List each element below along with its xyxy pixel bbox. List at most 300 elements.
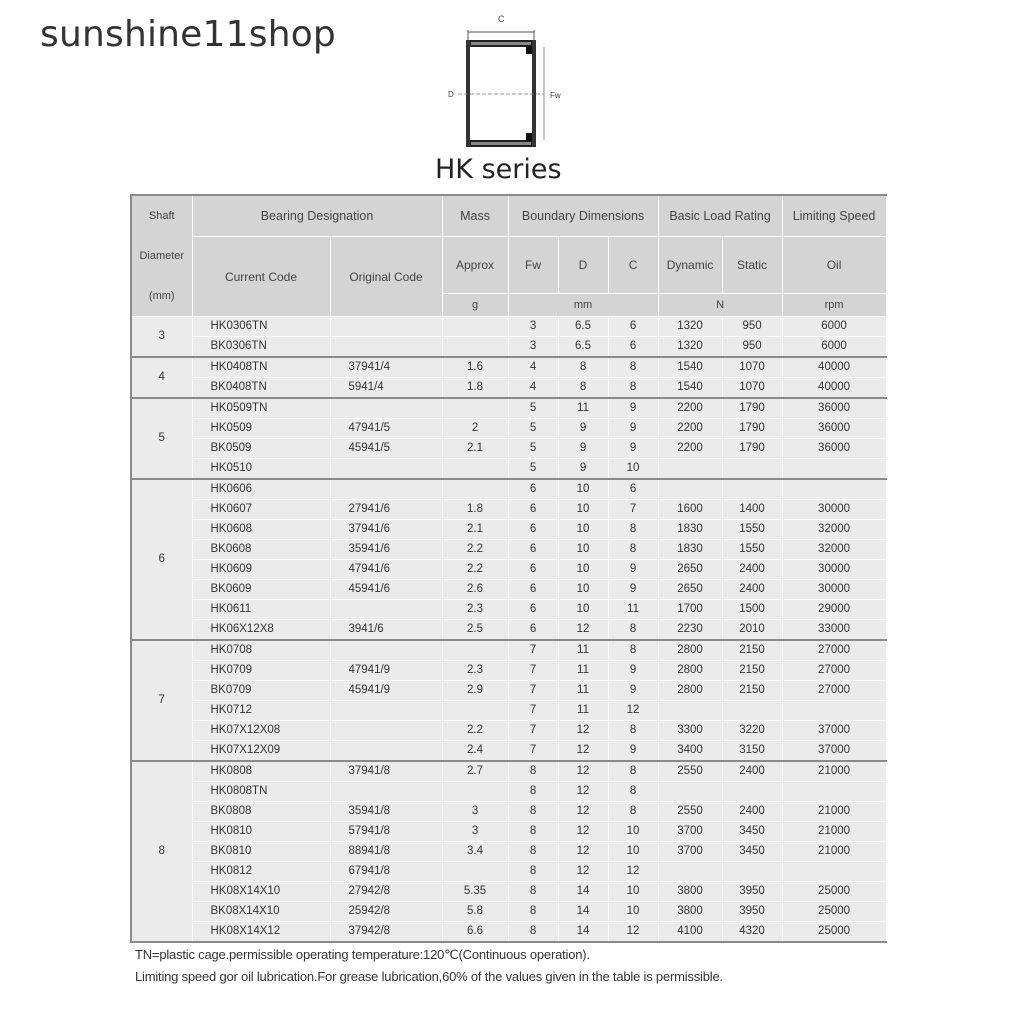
shaft-diameter-cell: 7: [131, 640, 192, 761]
static-cell: 2150: [722, 640, 782, 661]
c-cell: 10: [608, 822, 658, 842]
dynamic-cell: 3700: [658, 822, 722, 842]
static-cell: 3220: [722, 721, 782, 741]
static-cell: 3950: [722, 882, 782, 902]
c-cell: 8: [608, 357, 658, 378]
c-cell: 9: [608, 580, 658, 600]
original-code-cell: 57941/8: [330, 822, 442, 842]
header-speed-unit: rpm: [782, 294, 886, 317]
current-code-cell: HK07X12X08: [192, 721, 330, 741]
static-cell: 1070: [722, 378, 782, 399]
original-code-cell: 27942/8: [330, 882, 442, 902]
fw-cell: 5: [508, 439, 558, 459]
dynamic-cell: 1830: [658, 540, 722, 560]
dynamic-cell: 1700: [658, 600, 722, 620]
series-title: HK series: [435, 154, 562, 185]
oil-speed-cell: [782, 479, 886, 500]
d-cell: 11: [558, 640, 608, 661]
fw-cell: 8: [508, 902, 558, 922]
mass-cell: 2.9: [442, 681, 508, 701]
fw-cell: 7: [508, 701, 558, 721]
oil-speed-cell: 21000: [782, 822, 886, 842]
current-code-cell: HK0808: [192, 761, 330, 782]
c-cell: 8: [608, 540, 658, 560]
dynamic-cell: 1320: [658, 317, 722, 337]
c-cell: 8: [608, 721, 658, 741]
shaft-diameter-cell: 3: [131, 317, 192, 358]
shaft-diameter-cell: 4: [131, 357, 192, 398]
shaft-diameter-cell: 5: [131, 398, 192, 479]
c-cell: 6: [608, 479, 658, 500]
static-cell: 1550: [722, 520, 782, 540]
static-cell: 2400: [722, 560, 782, 580]
original-code-cell: 37942/8: [330, 922, 442, 943]
mass-cell: 2.3: [442, 600, 508, 620]
oil-speed-cell: 36000: [782, 419, 886, 439]
oil-speed-cell: 30000: [782, 560, 886, 580]
d-cell: 6.5: [558, 317, 608, 337]
mass-cell: 2.5: [442, 620, 508, 641]
static-cell: 1550: [722, 540, 782, 560]
c-cell: 12: [608, 701, 658, 721]
header-load-unit: N: [658, 294, 782, 317]
current-code-cell: BK0306TN: [192, 337, 330, 358]
table-row: [131, 862, 886, 882]
c-cell: 12: [608, 862, 658, 882]
d-cell: 8: [558, 357, 608, 378]
d-cell: 14: [558, 922, 608, 943]
dynamic-cell: [658, 701, 722, 721]
mass-cell: [442, 337, 508, 358]
fw-cell: 3: [508, 337, 558, 358]
original-code-cell: 3941/6: [330, 620, 442, 641]
current-code-cell: HK0812: [192, 862, 330, 882]
d-cell: 14: [558, 902, 608, 922]
fw-cell: 8: [508, 922, 558, 943]
table-row: [131, 640, 886, 661]
header-shaft-diameter: Shaft Diameter (mm): [131, 195, 192, 317]
footnote-limiting-speed: Limiting speed gor oil lubrication.For grease lubrication,60% of the values given in the table is permissible.: [135, 969, 723, 984]
table-row: [131, 701, 886, 721]
c-cell: 9: [608, 741, 658, 762]
d-cell: 11: [558, 398, 608, 419]
header-boundary-dimensions: Boundary Dimensions: [508, 195, 658, 237]
dimension-d-label: D: [448, 90, 454, 99]
mass-cell: 3: [442, 822, 508, 842]
current-code-cell: BK0609: [192, 580, 330, 600]
table-row: [131, 620, 886, 641]
dynamic-cell: 2800: [658, 681, 722, 701]
dynamic-cell: 2200: [658, 398, 722, 419]
header-dynamic: Dynamic: [658, 237, 722, 294]
dynamic-cell: 3700: [658, 842, 722, 862]
table-row: [131, 822, 886, 842]
d-cell: 9: [558, 439, 608, 459]
original-code-cell: [330, 337, 442, 358]
static-cell: [722, 862, 782, 882]
fw-cell: 7: [508, 681, 558, 701]
fw-cell: 6: [508, 580, 558, 600]
static-cell: 2150: [722, 661, 782, 681]
c-cell: 9: [608, 661, 658, 681]
current-code-cell: HK0408TN: [192, 357, 330, 378]
table-row: [131, 459, 886, 480]
current-code-cell: BK0509: [192, 439, 330, 459]
d-cell: 11: [558, 681, 608, 701]
static-cell: 1790: [722, 398, 782, 419]
table-row: [131, 761, 886, 782]
mass-cell: 2.4: [442, 741, 508, 762]
original-code-cell: 5941/4: [330, 378, 442, 399]
table-row: [131, 681, 886, 701]
current-code-cell: HK0709: [192, 661, 330, 681]
fw-cell: 8: [508, 782, 558, 802]
original-code-cell: 45941/6: [330, 580, 442, 600]
d-cell: 12: [558, 862, 608, 882]
current-code-cell: HK0708: [192, 640, 330, 661]
fw-cell: 6: [508, 600, 558, 620]
fw-cell: 4: [508, 357, 558, 378]
current-code-cell: HK07X12X09: [192, 741, 330, 762]
fw-cell: 8: [508, 862, 558, 882]
mass-cell: 2.3: [442, 661, 508, 681]
current-code-cell: BK08X14X10: [192, 902, 330, 922]
c-cell: 9: [608, 439, 658, 459]
current-code-cell: HK0810: [192, 822, 330, 842]
dimension-fw-label: Fw: [550, 91, 561, 100]
d-cell: 10: [558, 520, 608, 540]
dimension-c-label: C: [498, 14, 505, 24]
static-cell: 2400: [722, 761, 782, 782]
table-row: [131, 317, 886, 337]
static-cell: [722, 459, 782, 480]
c-cell: 12: [608, 922, 658, 943]
oil-speed-cell: 21000: [782, 761, 886, 782]
fw-cell: 5: [508, 459, 558, 480]
hk-series-spec-table: [130, 194, 887, 943]
footnotes: [135, 944, 723, 988]
header-current-code: Current Code: [192, 237, 330, 317]
static-cell: 3950: [722, 902, 782, 922]
current-code-cell: BK0808: [192, 802, 330, 822]
current-code-cell: HK0509TN: [192, 398, 330, 419]
original-code-cell: [330, 317, 442, 337]
c-cell: 8: [608, 520, 658, 540]
oil-speed-cell: 21000: [782, 842, 886, 862]
original-code-cell: [330, 398, 442, 419]
original-code-cell: [330, 701, 442, 721]
original-code-cell: 67941/8: [330, 862, 442, 882]
original-code-cell: 25942/8: [330, 902, 442, 922]
header-d: D: [558, 237, 608, 294]
fw-cell: 4: [508, 378, 558, 399]
fw-cell: 6: [508, 620, 558, 641]
static-cell: 1790: [722, 439, 782, 459]
mass-cell: [442, 701, 508, 721]
current-code-cell: HK0606: [192, 479, 330, 500]
c-cell: 6: [608, 317, 658, 337]
header-static: Static: [722, 237, 782, 294]
original-code-cell: 37941/4: [330, 357, 442, 378]
oil-speed-cell: [782, 862, 886, 882]
oil-speed-cell: 30000: [782, 500, 886, 520]
header-bearing-designation: Bearing Designation: [192, 195, 442, 237]
table-row: [131, 741, 886, 762]
c-cell: 8: [608, 802, 658, 822]
header-mass-unit: g: [442, 294, 508, 317]
dynamic-cell: [658, 459, 722, 480]
header-approx: Approx: [442, 237, 508, 294]
dynamic-cell: 2650: [658, 580, 722, 600]
d-cell: 12: [558, 620, 608, 641]
d-cell: 12: [558, 741, 608, 762]
d-cell: 8: [558, 378, 608, 399]
mass-cell: 1.8: [442, 378, 508, 399]
fw-cell: 6: [508, 520, 558, 540]
oil-speed-cell: 27000: [782, 640, 886, 661]
dynamic-cell: 2230: [658, 620, 722, 641]
d-cell: 12: [558, 842, 608, 862]
c-cell: 10: [608, 842, 658, 862]
fw-cell: 6: [508, 500, 558, 520]
header-fw: Fw: [508, 237, 558, 294]
dynamic-cell: [658, 782, 722, 802]
table-row: [131, 357, 886, 378]
d-cell: 14: [558, 882, 608, 902]
d-cell: 11: [558, 661, 608, 681]
mass-cell: 1.6: [442, 357, 508, 378]
c-cell: 6: [608, 337, 658, 358]
static-cell: 3450: [722, 842, 782, 862]
fw-cell: 3: [508, 317, 558, 337]
current-code-cell: HK0609: [192, 560, 330, 580]
c-cell: 8: [608, 620, 658, 641]
mass-cell: [442, 640, 508, 661]
static-cell: [722, 782, 782, 802]
original-code-cell: [330, 600, 442, 620]
original-code-cell: 45941/5: [330, 439, 442, 459]
table-row: [131, 661, 886, 681]
fw-cell: 8: [508, 842, 558, 862]
original-code-cell: 35941/6: [330, 540, 442, 560]
c-cell: 10: [608, 882, 658, 902]
current-code-cell: HK08X14X12: [192, 922, 330, 943]
table-row: [131, 479, 886, 500]
oil-speed-cell: 6000: [782, 337, 886, 358]
dynamic-cell: 1540: [658, 357, 722, 378]
oil-speed-cell: 32000: [782, 520, 886, 540]
original-code-cell: 47941/9: [330, 661, 442, 681]
current-code-cell: HK0607: [192, 500, 330, 520]
oil-speed-cell: 33000: [782, 620, 886, 641]
fw-cell: 8: [508, 882, 558, 902]
dynamic-cell: 1540: [658, 378, 722, 399]
original-code-cell: [330, 782, 442, 802]
header-limiting-speed: Limiting Speed: [782, 195, 886, 237]
original-code-cell: [330, 721, 442, 741]
c-cell: 8: [608, 640, 658, 661]
mass-cell: [442, 479, 508, 500]
table-row: [131, 600, 886, 620]
c-cell: 7: [608, 500, 658, 520]
oil-speed-cell: 21000: [782, 802, 886, 822]
mass-cell: 2.7: [442, 761, 508, 782]
mass-cell: 2.2: [442, 560, 508, 580]
fw-cell: 6: [508, 560, 558, 580]
fw-cell: 7: [508, 721, 558, 741]
current-code-cell: HK0611: [192, 600, 330, 620]
current-code-cell: BK0810: [192, 842, 330, 862]
static-cell: 2010: [722, 620, 782, 641]
current-code-cell: HK0509: [192, 419, 330, 439]
static-cell: 3450: [722, 822, 782, 842]
oil-speed-cell: 40000: [782, 357, 886, 378]
dynamic-cell: 2550: [658, 761, 722, 782]
c-cell: 9: [608, 398, 658, 419]
dynamic-cell: [658, 862, 722, 882]
oil-speed-cell: 32000: [782, 540, 886, 560]
c-cell: 11: [608, 600, 658, 620]
dynamic-cell: 3800: [658, 902, 722, 922]
original-code-cell: 37941/6: [330, 520, 442, 540]
dynamic-cell: 2800: [658, 640, 722, 661]
dynamic-cell: 3300: [658, 721, 722, 741]
bearing-cross-section-diagram: [440, 10, 580, 160]
static-cell: 1790: [722, 419, 782, 439]
original-code-cell: 47941/6: [330, 560, 442, 580]
current-code-cell: HK0808TN: [192, 782, 330, 802]
d-cell: 11: [558, 701, 608, 721]
header-original-code: Original Code: [330, 237, 442, 317]
c-cell: 8: [608, 782, 658, 802]
oil-speed-cell: [782, 459, 886, 480]
d-cell: 12: [558, 761, 608, 782]
table-row: [131, 500, 886, 520]
original-code-cell: 45941/9: [330, 681, 442, 701]
d-cell: 10: [558, 600, 608, 620]
static-cell: 2150: [722, 681, 782, 701]
header-basic-load-rating: Basic Load Rating: [658, 195, 782, 237]
fw-cell: 7: [508, 661, 558, 681]
current-code-cell: BK0709: [192, 681, 330, 701]
table-row: [131, 580, 886, 600]
mass-cell: 2.1: [442, 520, 508, 540]
static-cell: 4320: [722, 922, 782, 943]
table-row: [131, 902, 886, 922]
oil-speed-cell: 36000: [782, 439, 886, 459]
c-cell: 8: [608, 761, 658, 782]
d-cell: 12: [558, 782, 608, 802]
table-row: [131, 560, 886, 580]
mass-cell: [442, 317, 508, 337]
c-cell: 8: [608, 378, 658, 399]
mass-cell: [442, 782, 508, 802]
mass-cell: 2.2: [442, 540, 508, 560]
current-code-cell: HK0510: [192, 459, 330, 480]
table-row: [131, 721, 886, 741]
static-cell: 1500: [722, 600, 782, 620]
mass-cell: 2.1: [442, 439, 508, 459]
footnote-tn: TN=plastic cage.permissible operating temperature:120℃(Continuous operation).: [135, 947, 590, 962]
oil-speed-cell: 25000: [782, 882, 886, 902]
fw-cell: 7: [508, 741, 558, 762]
fw-cell: 8: [508, 822, 558, 842]
original-code-cell: 37941/8: [330, 761, 442, 782]
static-cell: 2400: [722, 580, 782, 600]
mass-cell: [442, 398, 508, 419]
static-cell: [722, 701, 782, 721]
c-cell: 9: [608, 560, 658, 580]
oil-speed-cell: 30000: [782, 580, 886, 600]
current-code-cell: HK08X14X10: [192, 882, 330, 902]
table-row: [131, 540, 886, 560]
oil-speed-cell: [782, 782, 886, 802]
mass-cell: 5.8: [442, 902, 508, 922]
d-cell: 10: [558, 479, 608, 500]
table-row: [131, 419, 886, 439]
header-mass: Mass: [442, 195, 508, 237]
table-row: [131, 842, 886, 862]
d-cell: 10: [558, 580, 608, 600]
mass-cell: [442, 459, 508, 480]
mass-cell: 2.6: [442, 580, 508, 600]
mass-cell: 5.35: [442, 882, 508, 902]
dynamic-cell: 2550: [658, 802, 722, 822]
d-cell: 10: [558, 500, 608, 520]
dynamic-cell: 1600: [658, 500, 722, 520]
table-row: [131, 439, 886, 459]
fw-cell: 6: [508, 540, 558, 560]
fw-cell: 5: [508, 398, 558, 419]
static-cell: 3150: [722, 741, 782, 762]
current-code-cell: BK0408TN: [192, 378, 330, 399]
original-code-cell: [330, 741, 442, 762]
mass-cell: 3.4: [442, 842, 508, 862]
oil-speed-cell: 6000: [782, 317, 886, 337]
original-code-cell: 35941/8: [330, 802, 442, 822]
table-row: [131, 782, 886, 802]
shaft-diameter-cell: 6: [131, 479, 192, 640]
table-row: [131, 337, 886, 358]
mass-cell: [442, 862, 508, 882]
original-code-cell: [330, 459, 442, 480]
dynamic-cell: 1320: [658, 337, 722, 358]
original-code-cell: 27941/6: [330, 500, 442, 520]
header-oil: Oil: [782, 237, 886, 294]
static-cell: 1400: [722, 500, 782, 520]
static-cell: 2400: [722, 802, 782, 822]
fw-cell: 7: [508, 640, 558, 661]
fw-cell: 5: [508, 419, 558, 439]
original-code-cell: 47941/5: [330, 419, 442, 439]
static-cell: [722, 479, 782, 500]
table-row: [131, 378, 886, 399]
fw-cell: 6: [508, 479, 558, 500]
mass-cell: 3: [442, 802, 508, 822]
oil-speed-cell: 37000: [782, 721, 886, 741]
dynamic-cell: 3400: [658, 741, 722, 762]
static-cell: 950: [722, 337, 782, 358]
current-code-cell: BK0608: [192, 540, 330, 560]
header-c: C: [608, 237, 658, 294]
table-row: [131, 922, 886, 943]
c-cell: 9: [608, 681, 658, 701]
oil-speed-cell: [782, 701, 886, 721]
static-cell: 1070: [722, 357, 782, 378]
mass-cell: 6.6: [442, 922, 508, 943]
mass-cell: 2.2: [442, 721, 508, 741]
oil-speed-cell: 37000: [782, 741, 886, 762]
